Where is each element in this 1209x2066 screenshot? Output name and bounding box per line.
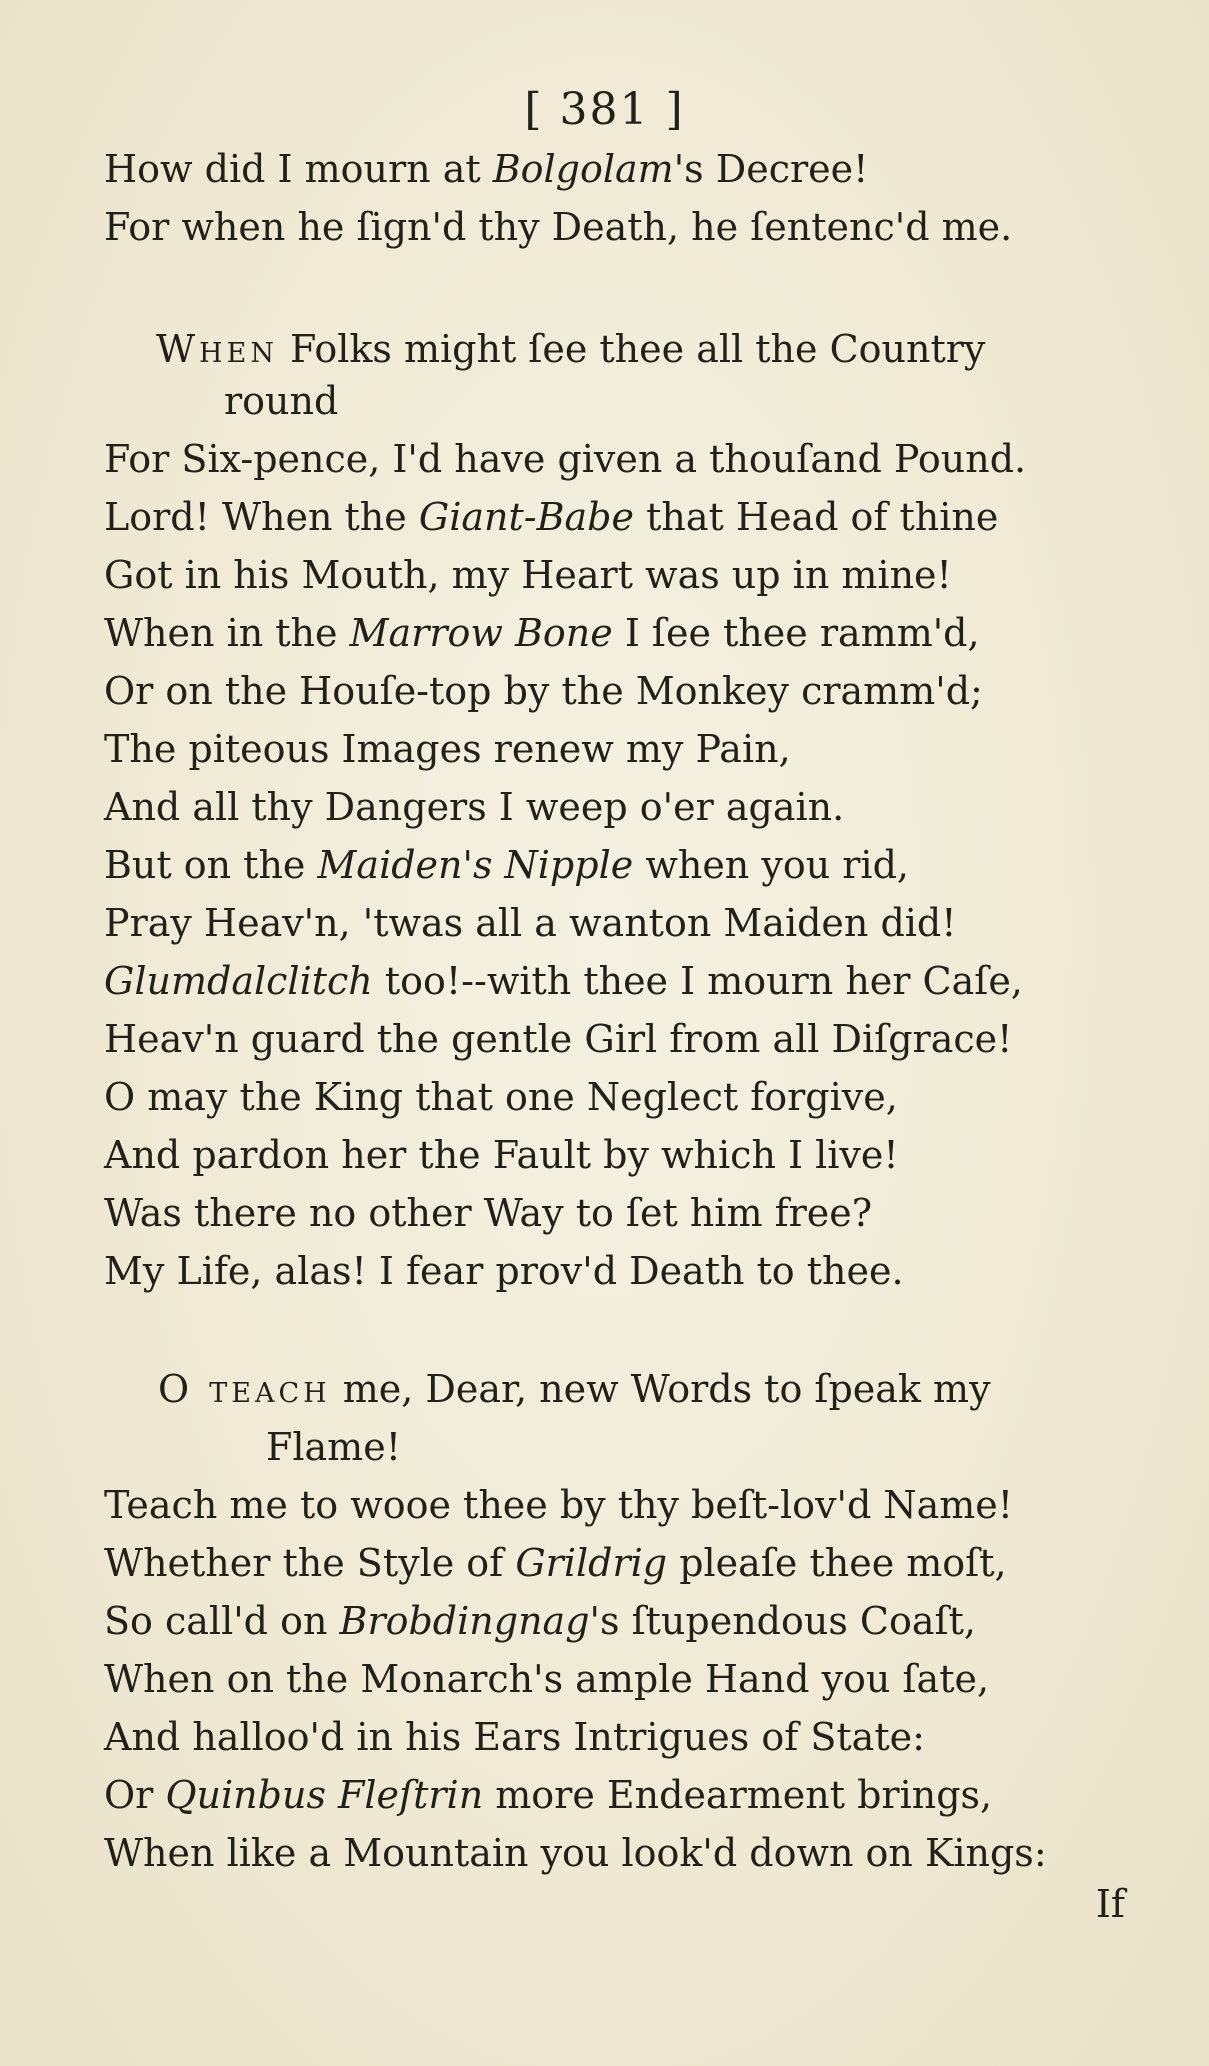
line-text: And all thy Dangers I weep o'er again. — [104, 785, 845, 829]
italic-text: Grildrig — [515, 1541, 668, 1585]
poem-line — [224, 378, 338, 424]
poem-line — [104, 784, 844, 830]
line-text: How did I mourn at — [104, 147, 493, 191]
line-text: Whether the Style of — [104, 1541, 516, 1585]
italic-text: Brobdingnag — [339, 1599, 590, 1643]
small-caps-text: O teach — [158, 1367, 331, 1411]
line-text: Teach me to wooe thee by thy beſt-lov'd Name! — [104, 1483, 1014, 1527]
poem-line — [104, 1074, 898, 1120]
line-text: For Six-pence, I'd have given a thouſand Pound. — [104, 437, 1027, 481]
poem-line — [104, 610, 980, 656]
poem-line — [104, 1772, 992, 1818]
poem-line — [104, 726, 791, 772]
poem-line — [104, 958, 1023, 1004]
line-text: pleaſe thee moſt, — [667, 1541, 1007, 1585]
poem-line — [104, 1714, 925, 1760]
line-text: Lord! When the — [104, 495, 419, 539]
line-text: When like a Mountain you look'd down on Kings: — [104, 1831, 1047, 1875]
line-text: that Head of thine — [634, 495, 999, 539]
line-text: When on the Monarch's ample Hand you ſate, — [104, 1657, 990, 1701]
poem-line — [156, 326, 985, 372]
line-text: I ſee thee ramm'd, — [612, 611, 980, 655]
line-text: when you rid, — [633, 843, 909, 887]
poem-line — [104, 1482, 1013, 1528]
poem-line — [158, 1366, 991, 1412]
poem-line — [104, 204, 1012, 250]
italic-text: Quinbus Fleſtrin — [165, 1773, 484, 1817]
line-text: round — [224, 379, 339, 423]
poem-line — [266, 1424, 401, 1470]
line-text: And halloo'd in his Ears Intrigues of State: — [104, 1715, 925, 1759]
line-text: So call'd on — [104, 1599, 340, 1643]
line-text: 's Decree! — [673, 147, 869, 191]
catchword: If — [1095, 1882, 1125, 1926]
line-text: O may the King that one Neglect forgive, — [104, 1075, 898, 1119]
line-text: But on the — [104, 843, 318, 887]
poem-line — [104, 1830, 1047, 1876]
line-text: Flame! — [266, 1425, 401, 1469]
poem-line — [104, 1132, 899, 1178]
line-text: For when he ſign'd thy Death, he ſentenc'd me. — [104, 205, 1013, 249]
poem-line — [104, 1656, 989, 1702]
poem-line — [104, 842, 909, 888]
poem-line — [104, 1598, 976, 1644]
italic-text: Giant-Babe — [418, 495, 634, 539]
line-text: more Endearment brings, — [483, 1773, 993, 1817]
line-text: Got in his Mouth, my Heart was up in mine! — [104, 553, 952, 597]
line-text: me, Dear, new Words to ſpeak my — [330, 1367, 991, 1411]
poem-line — [104, 494, 998, 540]
line-text: Folks might ſee thee all the Country — [277, 327, 986, 371]
page-number: [ 381 ] — [524, 84, 685, 135]
line-text: My Life, alas! I fear prov'd Death to thee. — [104, 1249, 904, 1293]
line-text: Or — [104, 1773, 166, 1817]
poem-line — [104, 1540, 1007, 1586]
italic-text: Glumdalclitch — [104, 959, 373, 1003]
poem-line — [104, 1016, 1012, 1062]
poem-line — [104, 1248, 904, 1294]
line-text: 's ſtupendous Coaſt, — [589, 1599, 976, 1643]
line-text: Pray Heav'n, 'twas all a wanton Maiden did! — [104, 901, 957, 945]
poem-line — [104, 900, 957, 946]
line-text: And pardon her the Fault by which I live! — [104, 1133, 899, 1177]
poem-line — [104, 668, 983, 714]
italic-text: Maiden's Nipple — [317, 843, 634, 887]
poem-line — [104, 1190, 872, 1236]
poem-line — [104, 146, 868, 192]
poem-line — [104, 436, 1026, 482]
italic-text: Marrow Bone — [349, 611, 613, 655]
line-text: Or on the Houſe-top by the Monkey cramm'd; — [104, 669, 983, 713]
line-text: When in the — [104, 611, 350, 655]
italic-text: Bolgolam — [492, 147, 674, 191]
line-text: The piteous Images renew my Pain, — [104, 727, 791, 771]
poem-line — [104, 552, 952, 598]
line-text: too!--with thee I mourn her Caſe, — [372, 959, 1023, 1003]
line-text: Was there no other Way to ſet him free? — [104, 1191, 873, 1235]
small-caps-text: When — [156, 327, 278, 371]
line-text: Heav'n guard the gentle Girl from all Diſgrace! — [104, 1017, 1013, 1061]
